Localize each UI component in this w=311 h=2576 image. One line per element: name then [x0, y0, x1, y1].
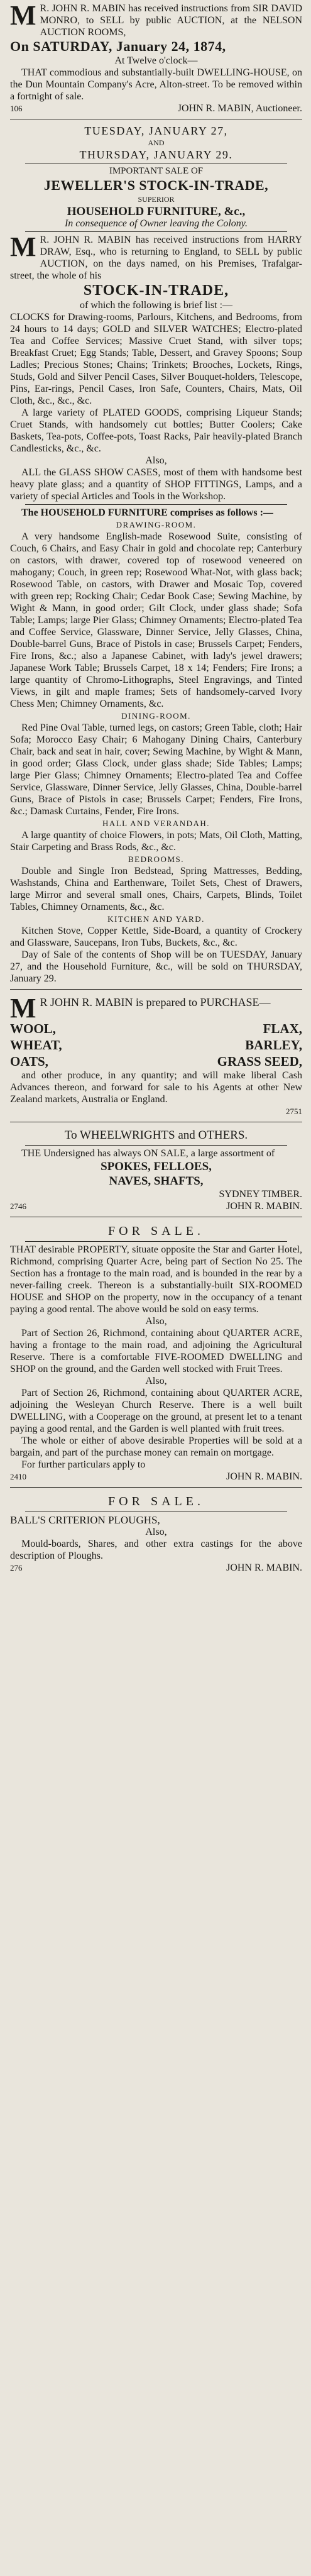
produce-item: WHEAT,	[10, 1037, 62, 1053]
produce-item: FLAX,	[263, 1021, 302, 1036]
bedrooms-heading: BEDROOMS.	[128, 854, 184, 864]
produce-item: WOOL,	[10, 1021, 56, 1036]
hall-heading: HALL AND VERANDAH.	[102, 819, 210, 828]
dropcap-m: M	[10, 993, 36, 1024]
produce-item: GRASS SEED,	[217, 1054, 302, 1069]
kitchen-items: Kitchen Stove, Copper Kettle, Side-Board, a quantity of Crockery and Glassware, Saucepans, Iron Tubs, Buckets, &c., &c.	[10, 926, 302, 948]
signature: JOHN R. MABIN.	[226, 1471, 302, 1482]
property-section-26a: Part of Section 26, Richmond, containing about QUARTER ACRE, having a frontage to the main road, and adjoining the Agricultural Reserve. There is a comfortable FIVE-ROOMED DWELLING and SHOP on the ground, and the Garden well stocked with Fruit Trees.	[10, 1328, 302, 1374]
auctioneer-signature: JOHN R. MABIN, Auctioneer.	[177, 103, 302, 114]
sale-cases: ALL the GLASS SHOW CASES, most of them with handsome best heavy plate glass; and a quantity of SHOP FITTINGS, Lamps, and a variety of special Articles and Tools in the Workshop.	[10, 467, 302, 502]
dining-room-heading: DINING-ROOM.	[121, 711, 191, 721]
sale-day-2: THURSDAY, JANUARY 29.	[79, 148, 233, 161]
purchase-row	[10, 1037, 302, 1053]
auction-signature-row	[10, 102, 302, 114]
for-sale-heading: FOR SALE.	[108, 1495, 204, 1508]
sale-plated: A large variety of PLATED GOODS, comprising Liqueur Stands; Cruet Stands, with handsomely cut bottles; Butter Coolers; Cake Baskets, Tea-pots, Coffee-pots, Toast Racks, Pair heavily-plated Branch Candlesticks, &c., &c.	[10, 407, 302, 454]
drawing-room-heading: DRAWING-ROOM.	[116, 520, 197, 529]
hall-items: A large quantity of choice Flowers, in pots; Mats, Oil Cloth, Matting, Stair Carpeting and Brass Rods, &c., &c.	[10, 830, 302, 853]
notice-number: 106	[10, 104, 23, 113]
dropcap-m: M	[10, 231, 36, 262]
divider	[10, 989, 302, 990]
wheelwrights-timber: SYDNEY TIMBER.	[219, 1189, 302, 1200]
divider	[25, 504, 287, 505]
sale-consequence: In consequence of Owner leaving the Colony.	[64, 218, 248, 229]
property-contact: For further particulars apply to	[21, 1459, 146, 1470]
divider	[25, 231, 287, 232]
property-also: Also,	[145, 1376, 167, 1386]
wheelwrights-intro: THE Undersigned has always ON SALE, a large assortment of	[21, 1148, 275, 1159]
sale-clocks: CLOCKS for Drawing-rooms, Parlours, Kitchens, and Bedrooms, from 24 hours to 14 days; GOLD and SILVER WATCHES; Electro-plated Tea and Coffee Services; Massive Cruet Stand, with silver tops; Breakfast Cruet; Egg Stands; Table, Dessert, and Gravey Spoons; Soup Ladles; Precious Stones; Chains; Trinkets; Brooches, Lockets, Rings, Studs, Gold and Silver Pencil Cases, Silver Bouquet-holders, Telescope, Pins, Ear-rings, Pencil Cases, Iron Safe, Counters, Chairs, Mats, Oil Cloth, &c., &c., &c.	[10, 312, 302, 406]
purchase-row	[10, 1020, 302, 1037]
produce-item: OATS,	[10, 1054, 48, 1069]
sale-title: IMPORTANT SALE OF	[109, 166, 204, 176]
auction-date: On SATURDAY, January 24, 1874,	[10, 38, 226, 54]
sale-and: AND	[148, 138, 165, 147]
property-signature-row	[10, 1471, 302, 1483]
produce-item: BARLEY,	[245, 1037, 302, 1053]
notice-number: 2410	[10, 1472, 26, 1481]
sale-day-1: TUESDAY, JANUARY 27,	[84, 124, 228, 137]
sale-stock: STOCK-IN-TRADE,	[83, 282, 229, 299]
for-sale-heading: FOR SALE.	[108, 1224, 204, 1238]
dining-room-items: Red Pine Oval Table, turned legs, on castors; Green Table, cloth; Hair Sofa; Morocco Easy Chair; 6 Mahogany Dining Chairs, Canterbury Chair, back and seat in hair, cover; Sewing Machine, by Wight & Mann, in good order; Glass Clock, under glass shade; Side Tables; Lamps; large Pier Glass; Chimney Ornaments; Electro-plated Tea and Coffee Service, Glassware, Dinner Service, Jelly Glasses, China, Double-barrel Guns, Brace of Pistols in case; Brussels Carpet; Fenders, Fire Irons, &c.; Damask Curtains, Fender, Fire Irons.	[10, 722, 302, 817]
purchase-notice	[10, 993, 302, 1119]
sale-headline: JEWELLER'S STOCK-IN-TRADE,	[43, 177, 269, 193]
sale-brief: of which the following is brief list :—	[79, 300, 233, 311]
bedrooms-items: Double and Single Iron Bedstead, Spring Mattresses, Bedding, Washstands, China and Earthenware, Toilet Sets, Chest of Drawers, large Mirror and several small ones, Chairs, Carpets, Blinds, Toilet Tables, Chimney Ornaments, &c., &c.	[10, 866, 302, 912]
furniture-intro: The HOUSEHOLD FURNITURE comprises as follows :—	[21, 507, 273, 518]
wheelwrights-notice	[10, 1125, 302, 1213]
dropcap-m: M	[10, 0, 36, 31]
ploughs-description: Mould-boards, Shares, and other extra castings for the above description of Ploughs.	[10, 1539, 302, 1561]
kitchen-heading: KITCHEN AND YARD.	[107, 914, 205, 924]
auction-intro: R. JOHN R. MABIN has received instructions from SIR DAVID MONRO, to SELL by public AUCTION, at the NELSON AUCTION ROOMS,	[40, 3, 302, 38]
property-also: Also,	[145, 1316, 167, 1327]
auction-notice-jan24	[10, 0, 302, 116]
divider	[25, 1145, 287, 1146]
notice-number: 2751	[286, 1107, 302, 1116]
jewellers-sale-notice	[10, 123, 302, 986]
sale-superior: SUPERIOR	[138, 195, 175, 204]
auction-time: At Twelve o'clock—	[114, 55, 198, 66]
wheelwrights-naves: NAVES, SHAFTS,	[109, 1175, 204, 1188]
property-section-26b: Part of Section 26, Richmond, containing about QUARTER ACRE, adjoining the Wesleyan Church Reserve. There is a well built DWELLING, with a Cooperage on the ground, at present let to a tenant paying a good rental, and the Garden is well planted with fruit trees.	[10, 1388, 302, 1434]
notice-number: 276	[10, 1563, 23, 1573]
property-terms: The whole or either of above desirable Properties will be sold at a bargain, and part of the purchase money can remain on mortgage.	[10, 1435, 302, 1458]
divider	[25, 1241, 287, 1242]
ploughs-title: BALL'S CRITERION PLOUGHS,	[10, 1514, 160, 1526]
sale-also: Also,	[145, 455, 167, 466]
sale-closing: Day of Sale of the contents of Shop will be on TUESDAY, January 27, and the Household Furniture, &c., will be sold on THURSDAY, January 29.	[10, 949, 302, 984]
wheelwrights-signature-row	[10, 1200, 302, 1212]
ploughs-also: Also,	[145, 1527, 167, 1537]
wheelwrights-spokes: SPOKES, FELLOES,	[101, 1160, 212, 1173]
wheelwrights-heading: To WHEELWRIGHTS and OTHERS.	[64, 1129, 248, 1142]
auction-description: THAT commodious and substantially-built DWELLING-HOUSE, on the Dun Mountain Company's Acre, Alton-street. To be removed within a fortnight of sale.	[10, 67, 302, 102]
purchase-row	[10, 1053, 302, 1070]
ploughs-signature-row	[10, 1562, 302, 1574]
purchase-intro: R JOHN R. MABIN is prepared to PURCHASE—	[40, 996, 271, 1009]
sale-furniture-heading: HOUSEHOLD FURNITURE, &c.,	[67, 205, 246, 218]
signature: JOHN R. MABIN.	[226, 1562, 302, 1573]
sale-intro: R. JOHN R. MABIN has received instructions from HARRY DRAW, Esq., who is returning to England, to SELL by public AUCTION, on the days named, on his Premises, Trafalgar-street, the whole of his	[10, 235, 302, 281]
divider	[10, 1487, 302, 1488]
property-description: THAT desirable PROPERTY, situate opposite the Star and Garter Hotel, Richmond, comprising Quarter Acre, being part of Section No 25. The Section has a frontage to the main road, and is bounded in the rear by a never-failing creek. Thereon is a substantially-built SIX-ROOMED HOUSE and SHOP on the property, now in the occupancy of a tenant paying a good rental. The above would be sold on easy terms.	[10, 1244, 302, 1315]
property-sale-notice	[10, 1220, 302, 1484]
drawing-room-items: A very handsome English-made Rosewood Suite, consisting of Couch, 6 Chairs, and Easy Chair in gold and chocolate rep; Canterbury on castors, with drawer, covered top of rosewood veneered on mahogany; Couch, in green rep; Rosewood What-Not, with glass back; Rosewood Table, on castors, with Drawer and Mosaic Top, covered with green rep; Rocking Chair; Cedar Book Case; Sewing Machine, by Wight & Mann, in good order; Gilt Clock, under glass shade; Sofa Table; Lamps; large Pier Glass; Chimney Ornaments; Electro-plated Tea and Coffee Service, Glassware, Dinner Service, Jelly Glasses, China, Double-barrel Guns, Brace of Pistols in case; Brussels Carpet; Fenders, Fire Irons, &c.; also a Japanese Cabinet, with lady's jewel drawers; Japanese Work Table; Brussels Carpet, 18 x 14; Fenders; Fire Irons; a large quantity of Chromo-Lithographs, Steel Engravings, and Tinted Views, in gilt and maple frames; Sets of handsomely-carved Ivory Chess Men; Chimney Ornaments, &c.	[10, 531, 302, 709]
signature: JOHN R. MABIN.	[226, 1201, 302, 1212]
ploughs-sale-notice	[10, 1491, 302, 1575]
notice-number: 2746	[10, 1202, 26, 1211]
purchase-terms: and other produce, in any quantity; and will make liberal Cash Advances thereon, and forward for sale to his Agents at other New Zealand markets, Australia or England.	[10, 1070, 302, 1105]
